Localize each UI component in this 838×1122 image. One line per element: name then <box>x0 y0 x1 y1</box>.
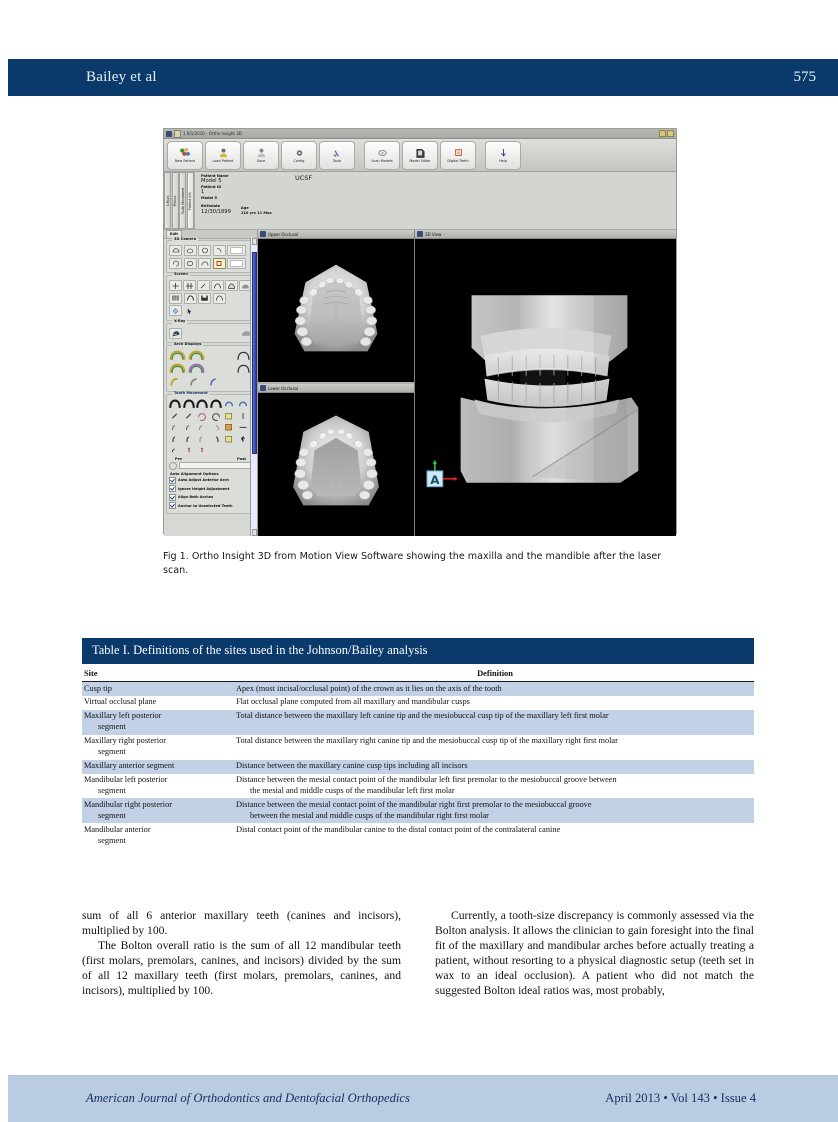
vertical-tab-label-xrays: X-Rays <box>165 195 170 206</box>
camera-right-icon[interactable] <box>213 245 226 256</box>
camera-top-icon[interactable] <box>184 245 197 256</box>
viewport-canvas-lower-occlusal[interactable] <box>258 393 414 536</box>
patient-name-value: Model 5 <box>201 178 222 185</box>
tooth-move-pink-icon-2[interactable] <box>210 422 222 432</box>
checkbox-label-auto-adjust-anterior-arch: Auto Adjust Anterior Arch <box>178 478 229 482</box>
group-title-tooth-movement: Tooth Movement <box>174 390 208 395</box>
app-window-title: 1 6/1/2010 - Ortho Insight 3D <box>183 131 242 136</box>
save-view-icon[interactable] <box>198 293 211 304</box>
patient-name-label: Patient Name <box>201 174 229 178</box>
cell-definition <box>234 823 754 848</box>
vertical-tab-label-photos: Photos <box>173 195 177 206</box>
table-row <box>82 710 754 735</box>
system-menu-icon[interactable] <box>166 131 172 137</box>
pre-post-slider[interactable] <box>169 462 252 470</box>
toolbar-label-save: Save <box>256 158 266 163</box>
sidebar-tab-edit[interactable]: Edit <box>166 230 182 238</box>
sidebar-scrollbar[interactable] <box>250 238 257 536</box>
table-row <box>82 823 754 848</box>
figure-caption-label: Fig 1. <box>163 551 189 562</box>
cell-site <box>82 760 234 774</box>
toolbar-label-scan-models: Scan Models <box>371 158 393 163</box>
help-icon <box>497 147 510 159</box>
camera-button-row-1[interactable] <box>169 245 252 256</box>
patient-info-strip <box>164 172 676 230</box>
camera-front-icon[interactable] <box>169 245 182 256</box>
group-xray <box>166 319 255 344</box>
running-head <box>8 59 838 96</box>
cell-site <box>82 710 234 735</box>
viewport-column-right <box>415 230 676 536</box>
birthdate-value: 12/30/1899 <box>201 208 231 215</box>
arch-curve-icon[interactable] <box>184 293 197 304</box>
model-editor-icon <box>414 147 427 159</box>
toolbar-button-help[interactable] <box>485 141 521 170</box>
camera-left-icon[interactable] <box>198 245 211 256</box>
checkbox-anchor-to-unselected-teeth[interactable] <box>169 502 252 509</box>
app-title-bar <box>164 129 676 139</box>
viewport-lower-occlusal[interactable] <box>258 384 414 536</box>
arch-outline-icon[interactable] <box>211 280 224 291</box>
group-screen <box>166 271 255 321</box>
cell-site <box>82 735 234 760</box>
table-row <box>82 774 754 799</box>
toolbar-button-save[interactable] <box>243 141 279 170</box>
page-left-margin <box>0 0 8 1122</box>
toolbar-button-config[interactable] <box>281 141 317 170</box>
scroll-down-arrow-icon[interactable] <box>252 529 257 536</box>
load-patient-icon <box>217 147 230 159</box>
toolbar-label-tools: Tools <box>332 158 342 163</box>
page-right-margin <box>830 0 838 1122</box>
toolbar-button-model-editor[interactable] <box>402 141 438 170</box>
age-field <box>241 206 272 215</box>
patient-name-field <box>201 174 676 185</box>
tooth-vertical-icon[interactable] <box>237 411 249 421</box>
arch-display-partial-icon[interactable] <box>169 376 186 387</box>
table-row <box>82 696 754 710</box>
pre-label: Pre <box>175 456 182 461</box>
tooth-red-marker-icon-2[interactable] <box>196 445 208 455</box>
arch-display-teeth-icon-2[interactable] <box>207 376 224 387</box>
viewport-upper-occlusal[interactable] <box>258 230 414 382</box>
clinic-label: UCSF <box>295 174 313 182</box>
checkbox-label-ignore-height-adjustment: Ignore Height Adjustment <box>178 486 230 491</box>
table-row <box>82 735 754 760</box>
group-title-3d-camera: 3D Camera <box>174 236 197 241</box>
tooth-curve-pink-icon[interactable] <box>196 434 208 444</box>
patient-id-label: Patient ID <box>201 184 222 189</box>
vertical-tab-xrays[interactable] <box>164 172 171 229</box>
group-title-screen: Screen <box>174 271 188 276</box>
group-title-xray: X-Ray <box>174 319 186 323</box>
birthdate-field <box>201 204 231 215</box>
maximize-icon[interactable] <box>667 130 674 137</box>
tooth-small-icon[interactable] <box>169 445 181 455</box>
definition-text: Distal contact point of the mandibular canine to the distal contact point of the contralateral canine <box>236 824 561 834</box>
arch-display-teeth-icon[interactable] <box>188 376 205 387</box>
viewport-3d-view[interactable] <box>415 230 676 536</box>
table-1 <box>82 638 754 848</box>
app-main-area <box>164 230 676 536</box>
arch-black-icon-2[interactable] <box>183 399 195 409</box>
column-header-site: Site <box>82 664 234 682</box>
viewport-title-upper-occlusal[interactable] <box>258 230 414 239</box>
minimize-icon[interactable] <box>659 130 666 137</box>
xray-skull-icon[interactable] <box>169 328 182 339</box>
tooth-curve-icon-3[interactable] <box>210 434 222 444</box>
toolbar-button-new-patient[interactable] <box>167 141 203 170</box>
viewport-title-text: 3D View <box>425 231 442 237</box>
tooth-tip-icon[interactable] <box>169 411 181 421</box>
checkbox-icon[interactable] <box>169 485 176 492</box>
tooth-movement-row-2[interactable] <box>169 411 252 421</box>
viewport-title-lower-occlusal[interactable] <box>258 384 414 393</box>
table-row <box>82 682 754 696</box>
measure-icon[interactable] <box>197 280 210 291</box>
figure-caption <box>163 550 683 578</box>
viewport-menu-icon[interactable] <box>417 231 423 237</box>
definition-text: Total distance between the maxillary left canine tip and the mesiobuccal cusp tip of the maxillary left first molar <box>236 711 609 721</box>
tooth-tip-icon-2[interactable] <box>183 411 195 421</box>
group-arch-displays <box>166 341 255 392</box>
cell-site <box>82 682 234 696</box>
paint-bucket-icon[interactable] <box>169 305 182 316</box>
scrollbar-thumb[interactable] <box>252 252 257 454</box>
footer-journal-name: American Journal of Orthodontics and Dentofacial Orthopedics <box>86 1091 410 1105</box>
cell-definition <box>234 735 754 760</box>
viewport-canvas-upper-occlusal[interactable] <box>258 239 414 382</box>
cell-definition <box>234 696 754 710</box>
viewport-title-3d-view[interactable] <box>415 230 676 239</box>
definition-text: Distance between the maxillary canine cusp tips including all incisors <box>236 761 468 771</box>
checkbox-icon[interactable] <box>169 477 176 484</box>
arch-display-row-1[interactable] <box>169 350 252 361</box>
column-header-definition: Definition <box>234 664 754 682</box>
xray-row[interactable] <box>169 328 252 339</box>
document-icon <box>174 130 181 138</box>
age-value: 110 yrs 11 Mos <box>240 210 272 215</box>
checkbox-label-align-both-arches: Align Both Arches <box>178 495 214 499</box>
footer-issue-info: April 2013 • Vol 143 • Issue 4 <box>605 1091 756 1105</box>
toolbar-label-digital-teeth: Digital Teeth <box>447 158 469 163</box>
auto-alignment-options-title: Auto Alignment Options <box>170 471 219 476</box>
arch-outline-icon-2[interactable] <box>213 293 226 304</box>
site-text: Maxillary right posterior <box>84 736 167 746</box>
site-text: Maxillary anterior segment <box>84 761 175 771</box>
page-number: 575 <box>793 69 816 85</box>
patient-id-field <box>201 185 676 200</box>
table-row <box>82 798 754 823</box>
slider-track[interactable] <box>179 462 252 469</box>
tooth-move-pink-icon[interactable] <box>196 422 208 432</box>
tooth-red-marker-icon[interactable] <box>183 445 195 455</box>
paragraph: sum of all 6 anterior maxillary teeth (canines and incisors), multiplied by 100. <box>82 909 401 938</box>
tools-icon <box>331 147 344 159</box>
arch-display-lower-color-icon[interactable] <box>188 350 205 361</box>
checkbox-icon[interactable] <box>169 502 176 509</box>
occluded-arches-3d-model <box>415 239 676 536</box>
maxillary-arch-3d-model <box>258 239 414 382</box>
body-column-left <box>82 908 401 998</box>
toolbar-button-load-patient[interactable] <box>205 141 241 170</box>
camera-zoom-field-2[interactable] <box>227 258 246 269</box>
vertical-tab-label-tooth-movement: Tooth Movement <box>180 187 185 214</box>
figure-1-screenshot <box>163 128 677 534</box>
toolbar-label-model-editor: Model Editor <box>409 158 431 163</box>
group-title-arch-displays: Arch Displays <box>174 341 202 346</box>
vertical-tab-photos[interactable] <box>172 172 179 229</box>
viewport-menu-icon[interactable] <box>260 231 266 237</box>
grid-icon[interactable] <box>169 293 182 304</box>
running-head-authors: Bailey et al <box>86 69 157 85</box>
scan-models-icon <box>376 147 389 159</box>
site-text-continued: segment <box>98 786 126 795</box>
arch-black-icon-3[interactable] <box>196 399 208 409</box>
tool-sidebar[interactable] <box>164 230 258 536</box>
checkbox-align-both-arches[interactable] <box>169 494 252 501</box>
tooth-rotate-icon-2[interactable] <box>210 411 222 421</box>
save-icon <box>255 147 268 159</box>
double-crosshair-icon[interactable] <box>183 280 196 291</box>
arch-display-upper-color-icon[interactable] <box>169 350 186 361</box>
toolbar-button-digital-teeth[interactable] <box>440 141 476 170</box>
camera-zoom-field[interactable] <box>227 245 246 256</box>
group-3d-camera <box>166 236 255 273</box>
definitions-table <box>82 664 754 848</box>
tooth-curve-icon-2[interactable] <box>183 434 195 444</box>
birthdate-age-row <box>201 204 676 215</box>
post-label: Post <box>237 456 246 461</box>
site-text: Maxillary left posterior <box>84 711 162 721</box>
vertical-tab-label-patient-info: Patient Info <box>188 191 192 210</box>
slider-handle[interactable] <box>169 462 177 470</box>
viewport-title-text: Lower Occlusal <box>268 385 299 391</box>
camera-rotate-icon[interactable] <box>169 258 182 269</box>
paragraph: Currently, a tooth-size discrepancy is commonly assessed via the Bolton analysis. It allows the clinician to gain foresight into the final fit of the maxillary and mandibular arches before actually treating a patient, without resorting to a physical diagnostic setup (teeth set in wax to an ideal occlusion). A patient who did not match the suggested Bolton ideal ratios was, most probably, <box>435 909 754 998</box>
svg-text:A: A <box>430 472 440 487</box>
viewport-canvas-3d-view[interactable] <box>415 239 676 536</box>
cell-definition <box>234 710 754 735</box>
toolbar-label-help: Help <box>499 158 507 163</box>
arch-filled-icon[interactable] <box>225 280 238 291</box>
patient-fields <box>195 172 676 229</box>
site-text: Cusp tip <box>84 683 112 693</box>
tooth-movement-row-3[interactable] <box>169 422 252 432</box>
tooth-curve-icon[interactable] <box>169 434 181 444</box>
checkbox-icon[interactable] <box>169 494 176 501</box>
table-title: Table I. Definitions of the sites used in the Johnson/Bailey analysis <box>82 638 754 664</box>
tooth-select-box-icon-2[interactable] <box>223 422 235 432</box>
body-column-right <box>435 908 754 998</box>
toolbar-label-new-patient: New Patient <box>174 158 196 163</box>
definition-text: Apex (most incisal/occlusal point) of the crown as it lies on the axis of the tooth <box>236 683 502 693</box>
tooth-select-box-icon[interactable] <box>223 411 235 421</box>
cell-site <box>82 696 234 710</box>
mandibular-arch-3d-model <box>258 393 414 536</box>
body-text-columns <box>82 908 754 998</box>
scroll-up-arrow-icon[interactable] <box>252 238 257 245</box>
tooth-movement-row-1[interactable] <box>169 399 252 409</box>
age-label: Age <box>240 206 249 211</box>
site-text-continued: segment <box>98 722 126 732</box>
group-tooth-movement <box>166 390 255 514</box>
site-text-continued: segment <box>98 747 126 757</box>
toolbar-button-tools[interactable] <box>319 141 355 170</box>
definition-text: Distance between the mesial contact point of the mandibular right first premolar to the mesiobuccal groove <box>236 799 592 809</box>
cell-definition <box>234 774 754 799</box>
tooth-rotate-icon[interactable] <box>196 411 208 421</box>
arch-display-row-3[interactable] <box>169 376 252 387</box>
config-icon <box>293 147 306 159</box>
checkbox-ignore-height-adjustment[interactable] <box>169 485 252 492</box>
definition-text: Total distance between the maxillary right canine tip and the mesiobuccal cusp tip of the maxillary right first molar <box>236 736 618 746</box>
tooth-move-icon[interactable] <box>169 422 181 432</box>
arch-blue-small-icon-2[interactable] <box>237 399 249 409</box>
tooth-movement-row-5[interactable] <box>169 445 252 455</box>
camera-bottom-icon[interactable] <box>184 258 197 269</box>
cell-definition <box>234 760 754 774</box>
viewport-title-text: Upper Occlusal <box>268 231 299 237</box>
camera-back-icon[interactable] <box>198 258 211 269</box>
arch-display-row-2[interactable] <box>169 363 252 374</box>
site-text: Mandibular left posterior <box>84 775 168 785</box>
cell-definition <box>234 798 754 823</box>
patient-id-value: 1 <box>201 189 205 196</box>
definition-text-continued: the mesial and middle cusps of the mandibular left first molar <box>250 786 455 795</box>
tooth-reset-icon[interactable] <box>237 422 249 432</box>
patient-model-value: Model 5 <box>201 195 218 200</box>
title-bar-icons <box>166 130 181 138</box>
cell-site <box>82 823 234 848</box>
tooth-up-arrow-icon[interactable] <box>237 434 249 444</box>
vertical-tab-tooth-movement[interactable] <box>179 172 186 229</box>
site-text: Mandibular anterior <box>84 824 151 834</box>
tooth-movement-row-4[interactable] <box>169 434 252 444</box>
checkbox-label-anchor-to-unselected-teeth: Anchor to Unselected Teeth <box>178 503 233 508</box>
table-header-row <box>82 664 754 682</box>
definition-text-continued: between the mesial and middle cusps of the mandibular right first molar <box>250 810 489 820</box>
site-text: Virtual occlusal plane <box>84 697 157 707</box>
screen-row-3[interactable] <box>169 305 252 316</box>
paragraph: The Bolton overall ratio is the sum of all 12 mandibular teeth (first molars, premolars, canines, and incisors) divided by the sum of all 12 maxillary teeth (first molars, premolars, canines, and incisors), multiplied by 100. <box>82 939 401 998</box>
birthdate-label: Birthdate <box>201 204 221 209</box>
tooth-move-icon-2[interactable] <box>183 422 195 432</box>
vertical-tab-strip[interactable] <box>164 172 195 229</box>
viewport-container <box>258 230 676 536</box>
cell-site <box>82 774 234 799</box>
window-controls[interactable] <box>659 130 675 137</box>
viewport-column-left <box>258 230 415 536</box>
site-text-continued: segment <box>98 835 126 845</box>
toolbar-button-scan-models[interactable] <box>364 141 400 170</box>
tooth-select-box-icon-3[interactable] <box>223 434 235 444</box>
arch-display-upper-alt-icon[interactable] <box>169 363 186 374</box>
table-row <box>82 760 754 774</box>
cell-site <box>82 798 234 823</box>
pre-post-labels <box>169 457 252 461</box>
camera-button-row-2[interactable] <box>169 258 252 269</box>
site-text: Mandibular right posterior <box>84 799 173 809</box>
app-toolbar[interactable] <box>164 139 676 172</box>
sidebar-scroll-content <box>164 236 257 536</box>
new-patient-icon <box>179 147 192 159</box>
viewport-menu-icon[interactable] <box>260 385 266 391</box>
pointer-icon[interactable] <box>184 306 195 315</box>
screen-row-2[interactable] <box>169 293 252 304</box>
checkbox-auto-adjust-anterior-arch[interactable] <box>169 477 252 484</box>
toolbar-label-config: Config <box>293 158 305 163</box>
figure-caption-text: Ortho Insight 3D from Motion View Software showing the maxilla and the mandible after the laser scan. <box>163 551 662 576</box>
definition-text: Flat occlusal plane computed from all maxillary and mandibular cusps <box>236 697 470 707</box>
crosshair-icon[interactable] <box>169 280 182 291</box>
digital-teeth-icon <box>452 147 465 159</box>
arch-display-lower-alt-icon[interactable] <box>188 363 205 374</box>
cell-definition <box>234 682 754 696</box>
vertical-tab-patient-info[interactable] <box>187 172 194 229</box>
page-footer <box>8 1075 838 1122</box>
toolbar-label-load-patient: Load Patient <box>212 158 234 163</box>
site-text-continued: segment <box>98 810 126 820</box>
definition-text: Distance between the mesial contact point of the mandibular left first premolar to the mesiobuccal groove between <box>236 775 617 785</box>
arch-blue-small-icon[interactable] <box>223 399 235 409</box>
screen-row-1[interactable] <box>169 280 252 291</box>
arch-black-icon-4[interactable] <box>210 399 222 409</box>
camera-reset-icon[interactable] <box>213 258 226 269</box>
arch-black-icon-1[interactable] <box>169 399 181 409</box>
